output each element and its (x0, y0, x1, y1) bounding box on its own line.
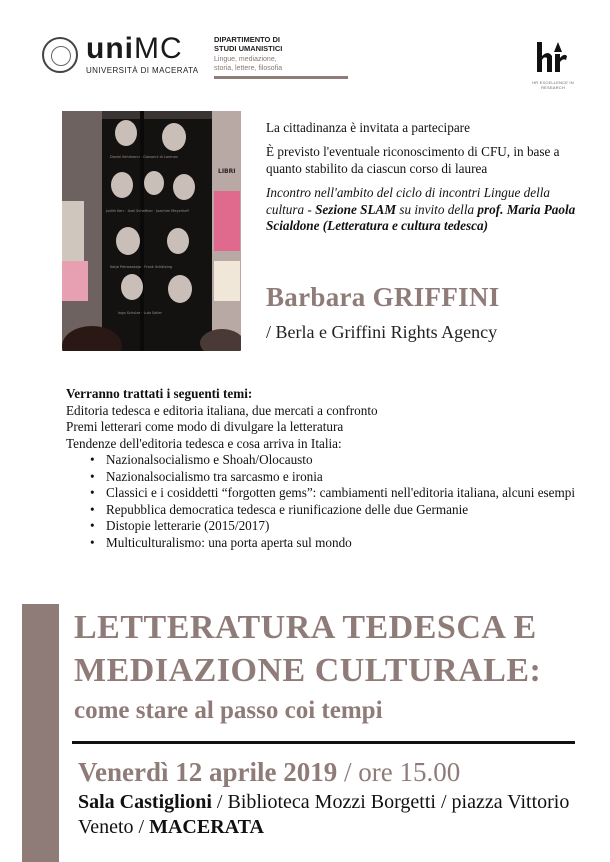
topic-line: Editoria tedesca e editoria italiana, due mercati a confronto (66, 402, 378, 418)
event-photo (62, 111, 241, 351)
svg-text:LIBRI: LIBRI (218, 168, 236, 175)
accent-side-bar (22, 604, 59, 862)
speaker-name: Barbara GRIFFINI (266, 282, 500, 312)
cfu-note: È previsto l'eventuale riconoscimento di CFU, in base a quanto stabilito da ciascun corso di laurea (266, 144, 560, 176)
university-name: UNIVERSITÀ DI MACERATA (86, 66, 199, 75)
hr-excellence-logo-icon (530, 38, 570, 78)
topic-line: Premi letterari come modo di divulgare la letteratura (66, 419, 344, 434)
topic-bullet: • Distopie letterarie (2015/2017) (106, 518, 586, 535)
event-context: Incontro nell'ambito del ciclo di incontri Lingue della cultura - Sezione SLAM su invito della prof. Maria Paola Scialdone (Letteratura e cultura tedesca) (266, 185, 576, 233)
topics-heading: Verranno trattati i seguenti temi: (66, 386, 253, 401)
topic-bullet: • Nazionalsocialismo tra sarcasmo e ironia (106, 469, 586, 486)
photo-label: Judith Kerr · Axel Schaffner · Joachim Meyerhoff (106, 209, 189, 213)
hr-caption: HR EXCELLENCE IN RESEARCH (532, 80, 574, 90)
divider-rule (72, 741, 575, 744)
speaker-agency: / Berla e Griffini Rights Agency (266, 322, 498, 342)
event-venue: Sala Castiglioni / Biblioteca Mozzi Borgetti / piazza Vittorio Veneto / MACERATA (78, 791, 570, 838)
photo-label: Katja Petrowskaja · Frank Schätzing (110, 265, 173, 269)
topic-bullet: • Multiculturalismo: una porta aperta sul mondo (106, 535, 586, 552)
event-date-time: Venerdì 12 aprile 2019 / ore 15.00 (78, 757, 461, 787)
invitation-text: La cittadinanza è invitata a partecipare (266, 120, 470, 135)
topics-list (66, 452, 586, 551)
topic-bullet: • Classici e i cosiddetti “forgotten gems”: cambiamenti nell'editoria italiana, alcuni esempi (106, 485, 586, 502)
event-title-line1: LETTERATURA TEDESCA E (74, 609, 537, 646)
university-seal-icon (42, 37, 78, 73)
topic-line: Tendenze dell'editoria tedesca e cosa arriva in Italia: (66, 435, 342, 451)
topic-bullet: • Nazionalsocialismo e Shoah/Olocausto (106, 452, 586, 469)
photo-label: Daniel Kehlmann · Giovanni di Lorenzo (110, 155, 178, 159)
unimc-logo: uniMC (86, 32, 183, 65)
event-title-line2: MEDIAZIONE CULTURALE: (74, 652, 542, 689)
topic-bullet: • Repubblica democratica tedesca e riunificazione delle due Germanie (106, 502, 586, 519)
photo-label: Ingo Schulze · Lutz Seiler (118, 311, 162, 315)
department-bar (214, 76, 348, 79)
topics-section (66, 386, 586, 551)
event-subtitle: come stare al passo coi tempi (74, 697, 383, 724)
department-title: DIPARTIMENTO DI STUDI UMANISTICI (214, 35, 283, 53)
department-subtitle: Lingue, mediazione, storia, lettere, filosofia (214, 56, 283, 72)
